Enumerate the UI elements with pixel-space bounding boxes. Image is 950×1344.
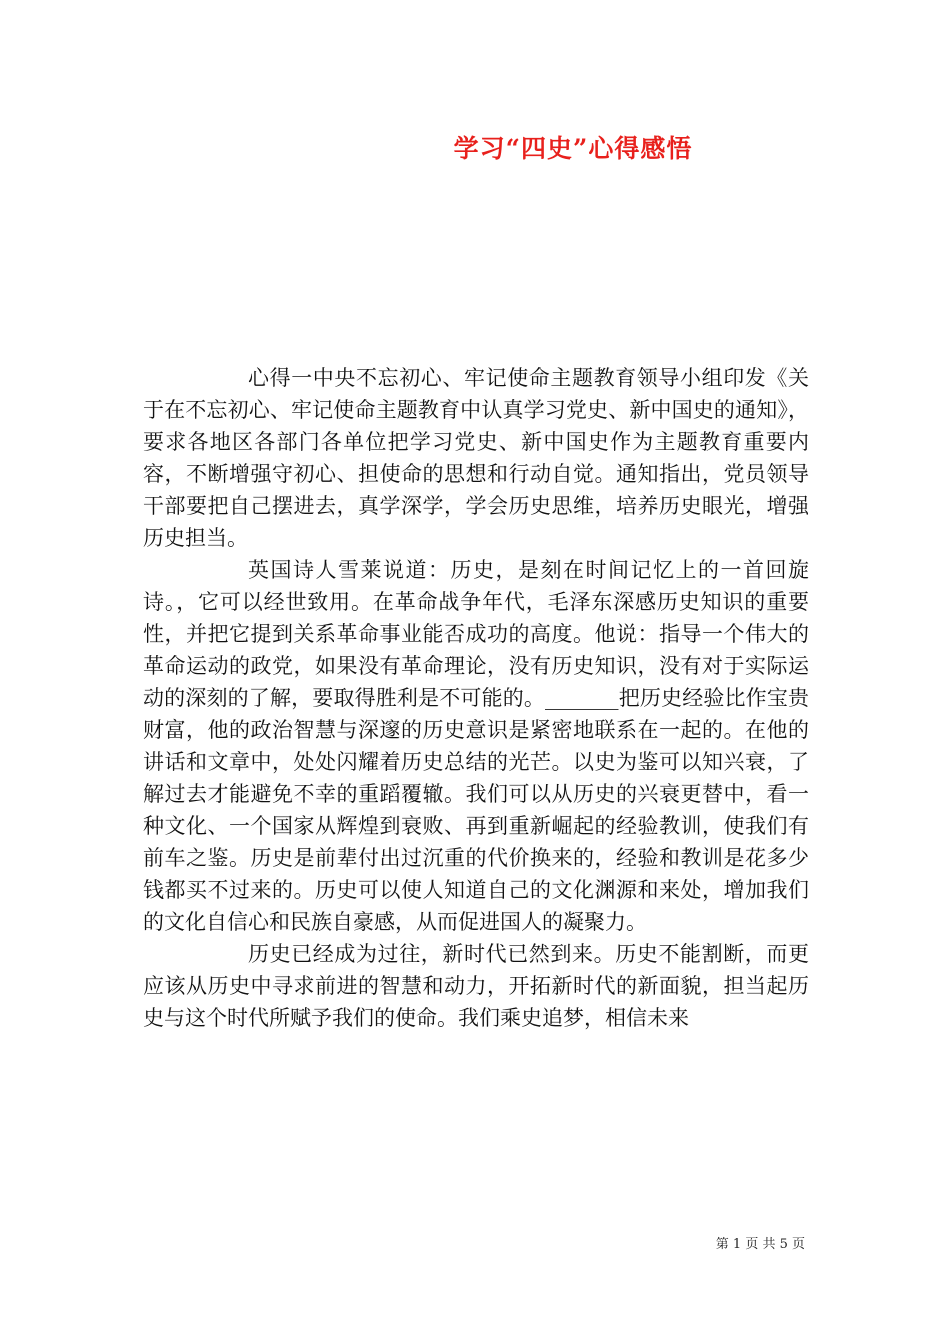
document-title: 学习“四史”心得感悟 (453, 134, 693, 163)
paragraph-2: 英国诗人雪莱说道：历史，是刻在时间记忆上的一首回旋诗。，它可以经世致用。在革命战争年代，毛泽东深感历史知识的重要性，并把它提到关系革命事业能否成功的高度。他说：指导一个伟大的革命运动的政党，如果没有革命理论，没有历史知识，没有对于实际运动的深刻的了解，要取得胜利是不可能的。_______把历史经验比作宝贵财富，他的政治智慧与深邃的历史意识是紧密地联系在一起的。在他的讲话和文章中，处处闪耀着历史总结的光芒。以史为鉴可以知兴衰，了解过去才能避免不幸的重蹈覆辙。我们可以从历史的兴衰更替中，看一种文化、一个国家从辉煌到衰败、再到重新崛起的经验教训，使我们有前车之鉴。历史是前辈付出过沉重的代价换来的，经验和教训是花多少钱都买不过来的。历史可以使人知道自己的文化渊源和来处，增加我们的文化自信心和民族自豪感，从而促进国人的凝聚力。 (143, 558, 809, 934)
paragraph-3: 历史已经成为过往，新时代已然到来。历史不能割断，而更应该从历史中寻求前进的智慧和动力，开拓新时代的新面貌，担当起历史与这个时代所赋予我们的使命。我们乘史追梦，相信未来 (143, 942, 809, 1030)
document-body (143, 362, 809, 1034)
page-number-footer: 第 1 页 共 5 页 (715, 1237, 805, 1252)
paragraph-1: 心得一中央不忘初心、牢记使命主题教育领导小组印发《关于在不忘初心、牢记使命主题教育中认真学习党史、新中国史的通知》，要求各地区各部门各单位把学习党史、新中国史作为主题教育重要内容，不断增强守初心、担使命的思想和行动自觉。通知指出，党员领导干部要把自己摆进去，真学深学，学会历史思维，培养历史眼光，增强历史担当。 (143, 366, 809, 550)
